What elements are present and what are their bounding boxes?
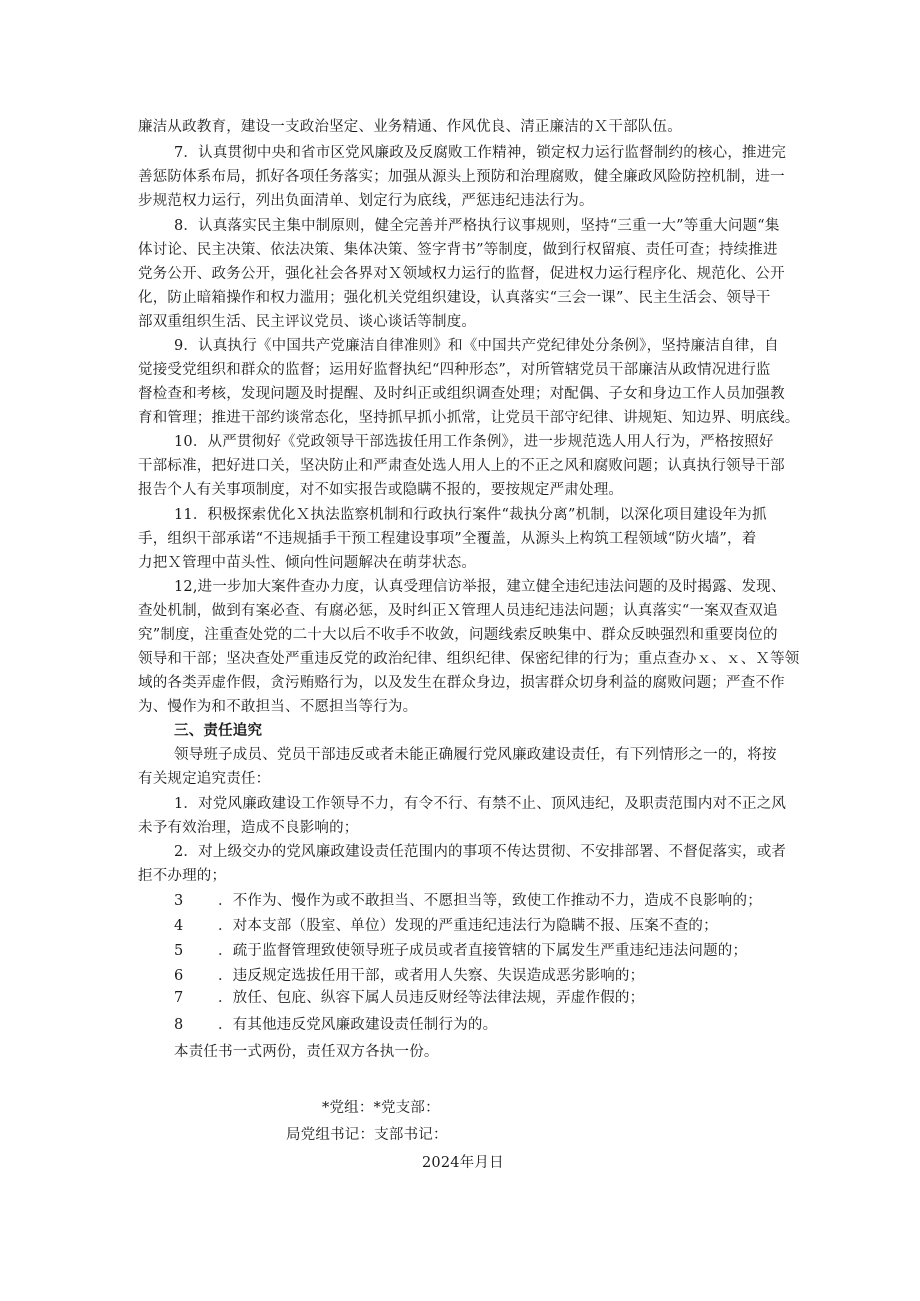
list-item-text: ．放任、包庇、纵容下属人员违反财经等法律法规，弄虚作假的； — [218, 990, 645, 1006]
signature-parties: *党组：*党支部： — [322, 1100, 440, 1116]
list-item-number: 7 — [174, 990, 184, 1006]
paragraph-line: 化，防止暗箱操作和权力滥用；强化机关党组织建设，认真落实“三会一课”、民主生活会、领导干 — [138, 290, 771, 306]
paragraph-line: 督检查和考核，发现问题及时提醒、及时纠正或组织调查处理；对配偶、子女和身边工作人员加强教 — [138, 386, 785, 402]
list-item-text: ．有其他违反党风廉政建设责任制行为的。 — [218, 1017, 498, 1033]
paragraph-line: 1．对党风廉政建设工作领导不力，有令不行、有禁不止、顶风违纪，及职责范围内对不正之风 — [174, 796, 787, 812]
list-item — [174, 988, 644, 1008]
list-item-text: ．对本支部（股室、单位）发现的严重违纪违法行为隐瞒不报、压案不查的； — [218, 918, 718, 934]
paragraph-line: 12,进一步加大案件查办力度，认真受理信访举报，建立健全违纪违法问题的及时揭露、发现、 — [174, 579, 786, 595]
paragraph-line: 廉洁从政教育，建设一支政治坚定、业务精通、作风优良、清正廉洁的Ｘ干部队伍。 — [138, 119, 682, 135]
paragraph-line: 究”制度，注重查处党的二十大以后不收手不收敛，问题线索反映集中、群众反映强烈和重要岗位的 — [138, 627, 778, 643]
paragraph-line: 8．认真落实民主集中制原则，健全完善并严格执行议事规则，坚持“三重一大”等重大问题“集 — [174, 218, 780, 234]
paragraph-line: 部双重组织生活、民主评议党员、谈心谈话等制度。 — [138, 314, 477, 330]
list-item — [174, 916, 718, 936]
section-heading: 三、责任追究 — [174, 723, 263, 739]
paragraph-line: 体讨论、民主决策、依法决策、集体决策、签字背书”等制度，做到行权留痕、责任可查；持续推进 — [138, 242, 778, 258]
list-item — [174, 941, 747, 961]
paragraph-line: 查处机制，做到有案必查、有腐必惩，及时纠正Ｘ管理人员违纪违法问题；认真落实“一案双查双追 — [138, 603, 778, 619]
list-item — [174, 966, 644, 986]
paragraph-line: 领导和干部；坚决查处严重违反党的政治纪律、组织纪律、保密纪律的行为；重点查办ｘ、ｘ、Ｘ等领 — [138, 651, 800, 667]
paragraph-line: 为、慢作为和不敢担当、不愿担当等行为。 — [138, 699, 418, 715]
paragraph-line: 2．对上级交办的党风廉政建设责任范围内的事项不传达贯彻、不安排部署、不督促落实，或者 — [174, 844, 787, 860]
paragraph-line: 步规范权力运行，列出负面清单、划定行为底线，严惩违纪违法行为。 — [138, 193, 594, 209]
list-item-number: 4 — [174, 918, 184, 934]
paragraph-line: 善惩防体系布局，抓好各项任务落实；加强从源头上预防和治理腐败，健全廉政风险防控机制，进一 — [138, 169, 785, 185]
paragraph-line: 9．认真执行《中国共产党廉洁自律准则》和《中国共产党纪律处分条例》，坚持廉洁自律，自 — [174, 338, 779, 354]
list-item-text: ．违反规定选拔任用干部，或者用人失察、失误造成恶劣影响的； — [218, 968, 645, 984]
list-item-number: 8 — [174, 1017, 184, 1033]
paragraph-line: 领导班子成员、党员干部违反或者未能正确履行党风廉政建设责任，有下列情形之一的，将按 — [174, 747, 777, 763]
list-item — [174, 1015, 497, 1035]
list-item-text: ．疏于监督管理致使领导班子成员或者直接管辖的下属发生严重违纪违法问题的； — [218, 943, 748, 959]
paragraph-line: 11．积极探索优化Ｘ执法监察机制和行政执行案件“裁执分离”机制，以深化项目建设年为抓 — [174, 507, 767, 523]
paragraph-line: 10．从严贯彻好《党政领导干部选拔任用工作条例》，进一步规范选人用人行为，严格按照好 — [174, 434, 774, 450]
list-item — [174, 891, 762, 911]
paragraph-line: 未予有效治理，造成不良影响的； — [138, 820, 359, 836]
paragraph-line: 有关规定追究责任： — [138, 771, 271, 787]
paragraph-line: 党务公开、政务公开，强化社会各界对Ｘ领域权力运行的监督，促进权力运行程序化、规范化、公开 — [138, 266, 785, 282]
closing-line: 本责任书一式两份，责任双方各执一份。 — [174, 1044, 439, 1060]
list-item-text: ．不作为、慢作为或不敢担当、不愿担当等，致使工作推动不力，造成不良影响的； — [218, 893, 762, 909]
paragraph-line: 干部标准，把好进口关，坚决防止和严肃查处选人用人上的不正之风和腐败问题；认真执行领导干部 — [138, 458, 785, 474]
list-item-number: 6 — [174, 968, 184, 984]
signature-date: 2024年月日 — [422, 1155, 504, 1171]
signature-secretaries: 局党组书记：支部书记： — [286, 1127, 448, 1143]
paragraph-line: 觉接受党组织和群众的监督；运用好监督执纪“四种形态”，对所管辖党员干部廉洁从政情况进行监 — [138, 362, 771, 378]
paragraph-line: 报告个人有关事项制度，对不如实报告或隐瞒不报的，要按规定严肃处理。 — [138, 482, 624, 498]
paragraph-line: 育和管理；推进干部约谈常态化，坚持抓早抓小抓常，让党员干部守纪律、讲规矩、知边界、明底线。 — [138, 410, 800, 426]
paragraph-line: 手，组织干部承诺“不违规插手干预工程建设事项”全覆盖，从源头上构筑工程领域“防火墙”，着 — [138, 531, 757, 547]
paragraph-line: 域的各类弄虚作假，贪污贿赂行为，以及发生在群众身边，损害群众切身利益的腐败问题；严查不作 — [138, 675, 785, 691]
list-item-number: 5 — [174, 943, 184, 959]
paragraph-line: 力把Ｘ管理中苗头性、倾向性问题解决在萌芽状态。 — [138, 555, 477, 571]
paragraph-line: 拒不办理的； — [138, 868, 227, 884]
paragraph-line: 7．认真贯彻中央和省市区党风廉政及反腐败工作精神，锁定权力运行监督制约的核心，推进完 — [174, 145, 787, 161]
list-item-number: 3 — [174, 893, 184, 909]
